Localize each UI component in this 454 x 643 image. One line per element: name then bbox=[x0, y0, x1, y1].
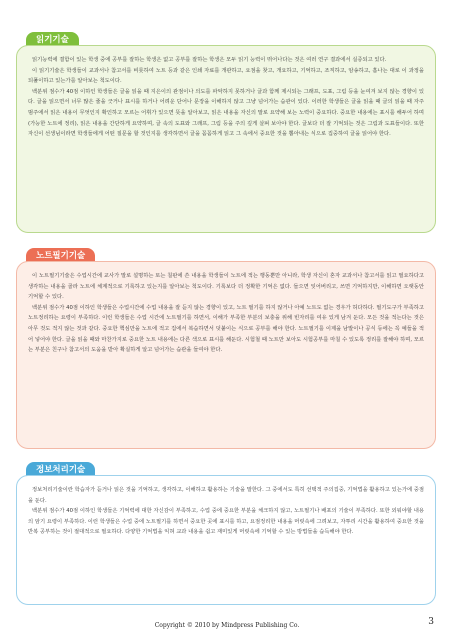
reading-skills-title: 읽기기술 bbox=[36, 35, 69, 45]
notes-paragraph: 이 노트필기기술은 수업시간에 교사가 말로 설명하는 또는 칠판에 쓴 내용을 학생들이 노트에 적는 행동뿐만 아니라, 학생 자신이 혼자 교과서나 참고서를 읽고 필요하다고 생각하는 내용을 골라 노트에 체계적으로 기록하고 있는지를 알아보는 척도이다. 기록보다 더 정확한 기억은 없다. 들으면 잊어버리고, 쓰면 기억하지만, 이해하면 오랫동안 기억할 수 있다. bbox=[28, 273, 424, 301]
note-taking-box bbox=[16, 261, 436, 449]
reading-paragraph: 백분위 점수가 40점 이하인 학생들은 글을 읽을 때 지은이의 관점이나 의도를 파악하지 못하거나 글과 함께 제시되는 그래프, 도표, 그림 등을 눈여겨 보지 않는 경향이 있다. 글을 읽으면서 너무 많은 줄을 긋거나 표시를 하거나 어려운 단어나 문장을 이해하지 않고 그냥 넘어가는 습관이 있다. 이러한 학생들은 글을 읽을 때 글의 읽을 때 자주 범주에서 읽은 내용이 무엇인지 확인하고 모르는 어휘가 있으면 뜻을 알아보고, 읽은 내용을 자신의 말로 요약해 보는 노력이 중요하다. 중요한 내용에는 표시를 해두어 하며(가능한 노트에 정리), 읽은 내용을 간단하게 요약하며, 글 속의 도표와 그래프, 그림 등을 주의 깊게 살펴 보아야 한다. 글보다 더 잘 기억되는 것은 그림과 도표들이다. 또한 자신이 선생님이라면 학생들에게 어떤 질문을 할 것인지를 생각하면서 글을 꼼꼼하게 읽고 그 속에서 중요한 것을 뽑아내는 식으로 집중하여 글을 읽어야 한다. bbox=[28, 88, 424, 138]
info-processing-box bbox=[16, 475, 436, 605]
copyright-footer: Copyright © 2010 by Mindpress Publishing Co. bbox=[154, 622, 300, 629]
notes-paragraph: 백분위 점수가 40점 이하인 학생들은 수업시간에 수업 내용을 잘 듣지 않는 경향이 있고, 노트 필기를 하지 않거나 아예 노트도 없는 경우가 허다하다. 필기도구가 부족하고 노트정리하는 요령이 부족하다. 이런 학생들은 수업 시간에 노트필기를 하면서, 이해가 부족한 부분의 보충을 위해 빈자리를 여유 있게 남겨 둔다. 모든 것을 적는다는 것은 아무 것도 적지 않는 것과 같다. 중요한 핵심만을 노트에 적고 집에서 복습하면서 덧붙이는 식으로 공부를 해야 한다. 노트필기를 이제을 남발이나 공식 등에는 꼭 예들을 적어 넣어야 한다. 글을 읽을 때와 마찬가지로 중요한 노트 내용에는 다른 색으로 표시를 해둔다. 시험철 때 노트만 보아도 시험공부를 마칠 수 있도록 정리를 잘해야 하며, 모르는 부분은 친구나 참고서의 도움을 받아 확실하게 알고 넘어가는 습관을 들여야 한다. bbox=[28, 304, 424, 354]
reading-paragraph: 읽기능력에 결함이 있는 학생 중에 공부를 잘하는 학생은 없고 공부를 잘하는 학생은 모두 읽기 능력이 뛰어나다는 것은 여러 연구 결과에서 실증되고 있다. bbox=[32, 57, 387, 63]
reading-skills-box bbox=[16, 45, 436, 233]
info-processing-title: 정보처리기술 bbox=[36, 465, 86, 475]
info-paragraph: 정보처리기술이란 학습자가 듣거나 읽은 것을 기억하고, 생각하고, 이해하고 활용하는 기술을 말한다. 그 중에서도 특히 선택적 주의집중, 기억법을 활용하고 있는가에 중점을 둔다. bbox=[28, 487, 424, 504]
info-paragraph: 백분위 점수가 40점 이하인 학생들은 기억력에 대한 자신감이 부족하고, 수업 중에 중요한 부분을 체크하지 않고, 노트필기나 배포의 기술이 부족하다. 또한 외워야할 내용의 암기 요령이 부족하다. 이런 학생들은 수업 중에 노트필기를 하면서 중요한 곳에 표시를 하고, 요점정리한 내용을 머릿속에 그려보고, 자투리 시간을 활용하여 중요한 것을 반복 공부하는 것이 절대적으로 필요하다. 다양한 기억법을 익혀 교과 내용을 쉽고 재미있게 머릿속에 기억할 수 있는 방법들을 습득해야 한다. bbox=[28, 508, 424, 536]
reading-paragraph: 이 읽기기술은 학생들이 교과서나 참고서를 비롯하여 노트 등과 같은 인쇄 자료를 개관하고, 요점을 찾고, 개요하고, 기억하고, 조직하고, 암송하고, 흡나는 대로 이 과정을 되풀이하고 있는가를 알아보는 척도이다. bbox=[28, 67, 424, 85]
page-number: 3 bbox=[428, 617, 434, 627]
note-taking-title: 노트필기기술 bbox=[36, 251, 86, 261]
